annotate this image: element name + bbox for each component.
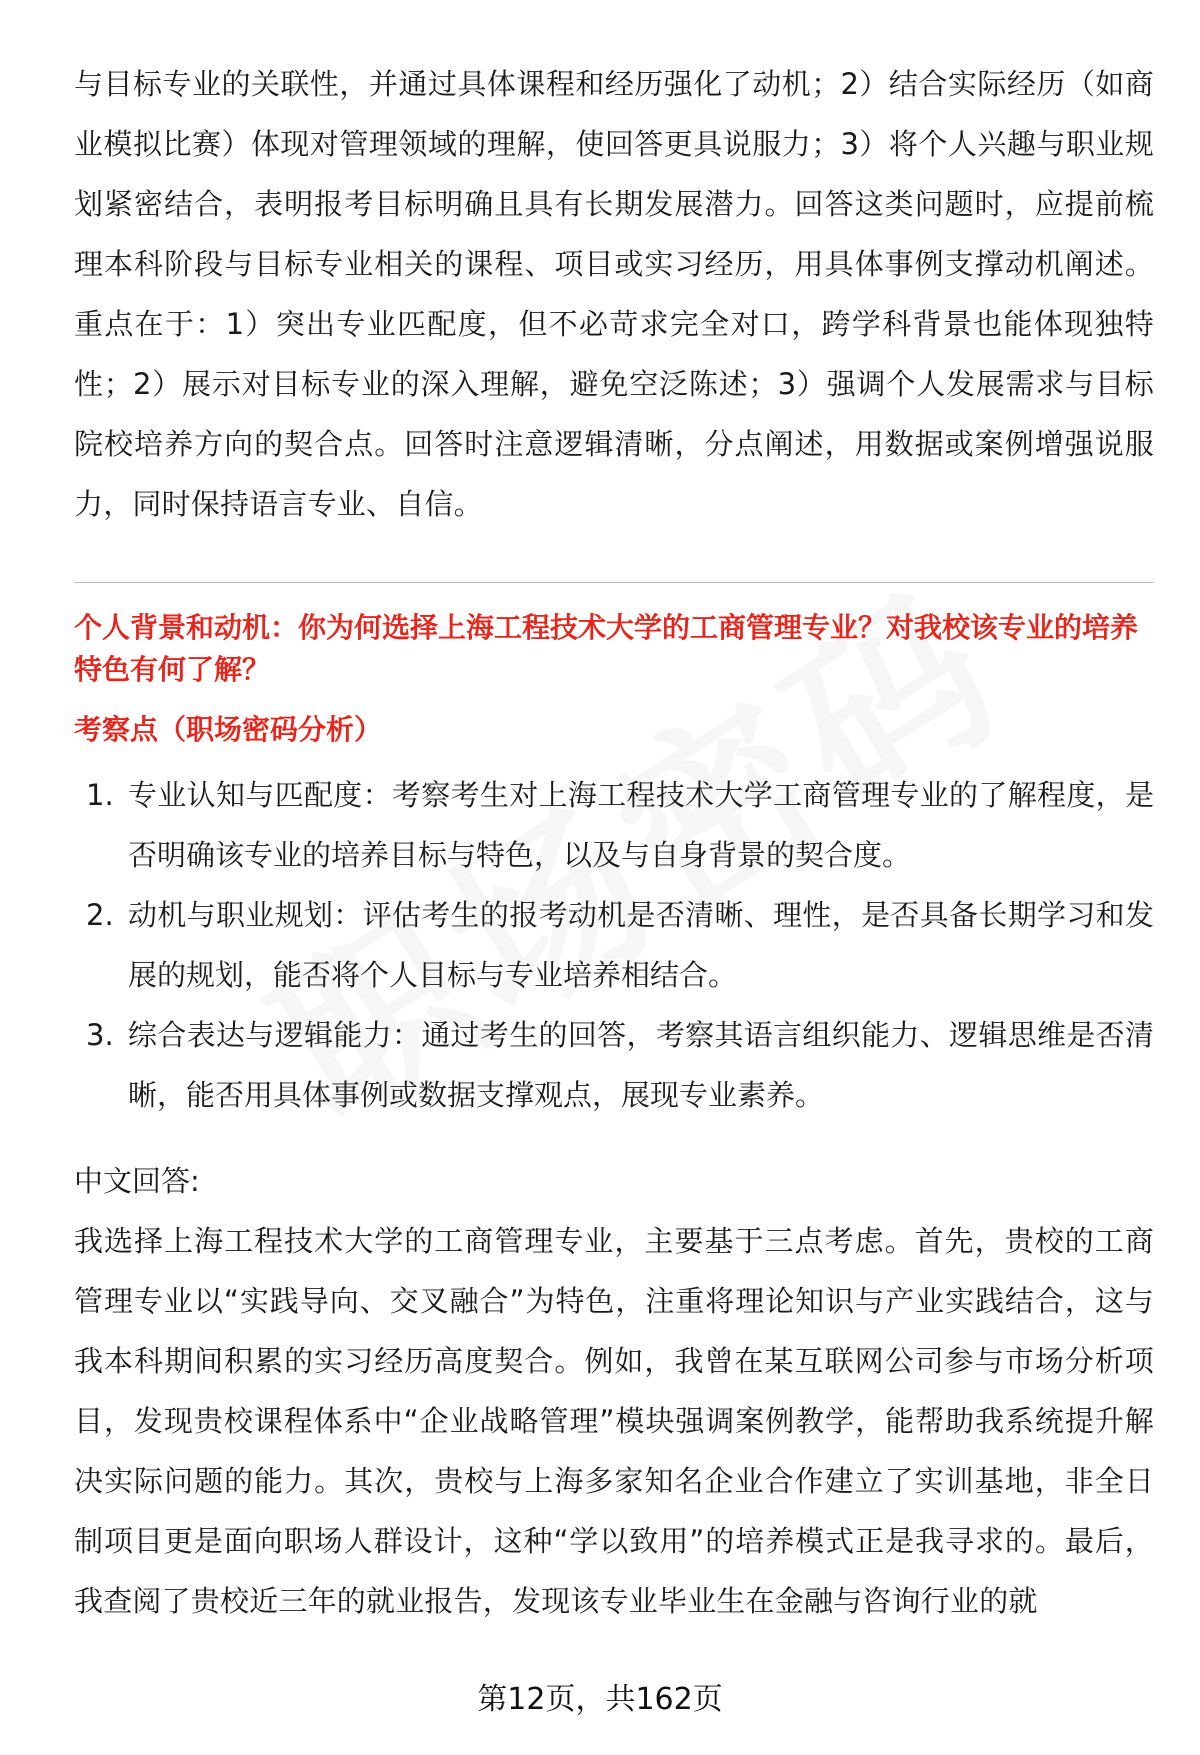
list-item — [74, 1005, 1154, 1125]
focus-list — [74, 765, 1154, 1125]
section-divider — [74, 582, 1154, 583]
list-item-text: 动机与职业规划：评估考生的报考动机是否清晰、理性，是否具备长期学习和发展的规划，能否将个人目标与专业培养相结合。 — [128, 898, 1154, 992]
list-item-number: 2. — [86, 898, 114, 932]
answer-paragraph: 我选择上海工程技术大学的工商管理专业，主要基于三点考虑。首先，贵校的工商管理专业以“实践导向、交叉融合”为特色，注重将理论知识与产业实践结合，这与我本科期间积累的实习经历高度契合。例如，我曾在某互联网公司参与市场分析项目，发现贵校课程体系中“企业战略管理”模块强调案例教学，能帮助我系统提升解决实际问题的能力。其次，贵校与上海多家知名企业合作建立了实训基地，非全日制项目更是面向职场人群设计，这种“学以致用”的培养模式正是我寻求的。最后，我查阅了贵校近三年的就业报告，发现该专业毕业生在金融与咨询行业的就 — [74, 1224, 1154, 1618]
document-page — [74, 54, 1154, 1631]
list-item-number: 1. — [86, 778, 114, 812]
focus-heading: 考察点（职场密码分析） — [74, 713, 383, 746]
answer-label: 中文回答: — [74, 1164, 200, 1198]
question-heading: 个人背景和动机：你为何选择上海工程技术大学的工商管理专业？对我校该专业的培养特色有何了解？ — [74, 611, 1139, 686]
list-item — [74, 765, 1154, 885]
intro-paragraph: 与目标专业的关联性，并通过具体课程和经历强化了动机；2）结合实际经历（如商业模拟比赛）体现对管理领域的理解，使回答更具说服力；3）将个人兴趣与职业规划紧密结合，表明报考目标明确且具有长期发展潜力。回答这类问题时，应提前梳理本科阶段与目标专业相关的课程、项目或实习经历，用具体事例支撑动机阐述。重点在于：1）突出专业匹配度，但不必苛求完全对口，跨学科背景也能体现独特性；2）展示对目标专业的深入理解，避免空泛陈述；3）强调个人发展需求与目标院校培养方向的契合点。回答时注意逻辑清晰，分点阐述，用数据或案例增强说服力，同时保持语言专业、自信。 — [74, 67, 1154, 521]
list-item — [74, 885, 1154, 1005]
list-item-text: 综合表达与逻辑能力：通过考生的回答，考察其语言组织能力、逻辑思维是否清晰，能否用具体事例或数据支撑观点，展现专业素养。 — [128, 1018, 1154, 1112]
list-item-number: 3. — [86, 1018, 114, 1052]
list-item-text: 专业认知与匹配度：考察考生对上海工程技术大学工商管理专业的了解程度，是否明确该专业的培养目标与特色，以及与自身背景的契合度。 — [128, 778, 1154, 872]
page-footer: 第12页，共162页 — [477, 1682, 723, 1717]
